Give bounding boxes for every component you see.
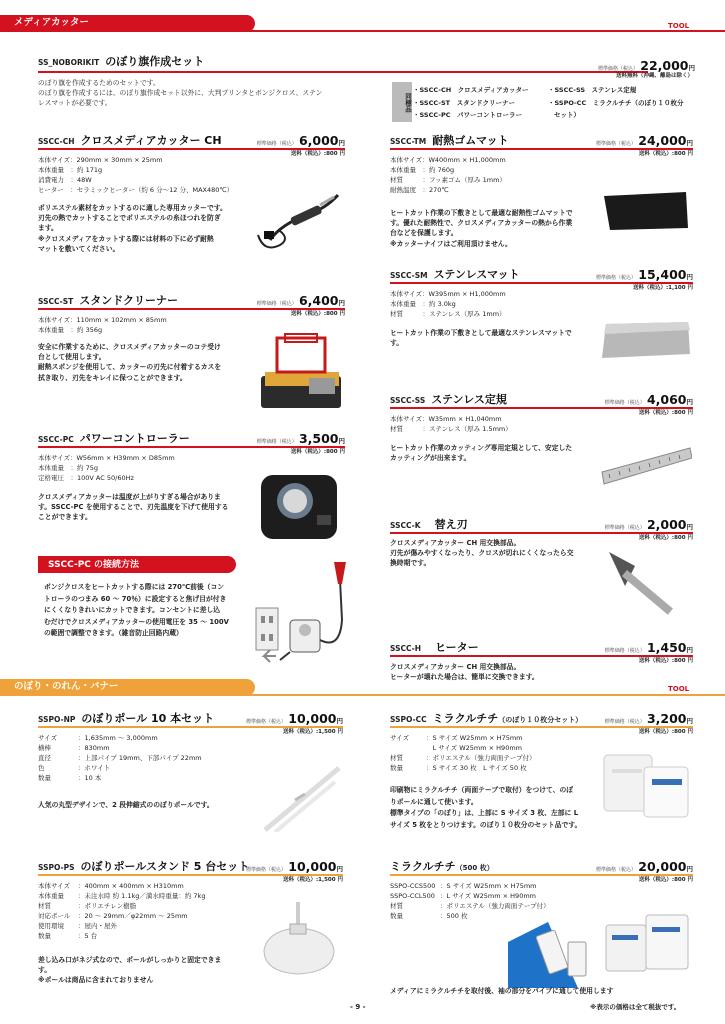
product-sscc-k-shipping: 送料（税込）:800 円 xyxy=(638,535,693,541)
product-sspo-np-underline xyxy=(38,726,343,728)
product-sspo-np-shipping: 送料（税込）:1,500 円 xyxy=(282,729,343,735)
usage-caption: メディアにミラクルチチを取付後、袖の部分をパイプに通して使用します xyxy=(390,987,614,995)
product-sscc-pc-underline xyxy=(38,446,345,448)
product-sspo-cc-title: SSPO-CC ミラクルチチ（のぼり１０枚分セット） xyxy=(390,712,583,725)
product-sscc-sm-title: SSCC-SM ステンレスマット xyxy=(390,268,520,281)
product-sscc-h-title: SSCC-H ヒーター xyxy=(390,641,479,654)
miracle-chichi-usage-image xyxy=(508,922,600,988)
pole-image xyxy=(255,760,345,832)
bundle-list-left: ・SSCC-CH クロスメディアカッター ・SSCC-ST スタンドクリーナー ・SSCC-PC パワーコントローラー xyxy=(413,86,529,119)
pole-stand-image xyxy=(258,900,340,980)
product-miracle-500-price: 標準価格（税込） 20,000円 xyxy=(596,859,693,874)
product-sscc-ch-price: 標準価格（税込） 6,000円 xyxy=(256,133,345,148)
product-sspo-ps-specs: 本体サイズ ：400mm × 400mm × H310mm 本体重量 ：未注水時 約 1.1kg／満水時重量：約 7kg 材質 ：ポリエチレン樹脂 対応ポール ：20 ～ 29mm／φ22mm ～ 25mm 使用環境 ：屋内・屋外 数量 ：5 台 xyxy=(38,882,206,940)
product-miracle-500-shipping: 送料（税込）:800 円 xyxy=(638,877,693,883)
product-sscc-tm-shipping: 送料（税込）:800 円 xyxy=(638,151,693,157)
product-sscc-h-desc: クロスメディアカッター CH 用交換部品。 ヒーターが壊れた場合は、簡単に交換できます。 xyxy=(390,663,539,682)
product-sspo-np-desc: 人気の丸型デザインで、2 段伸縮式ののぼりポールです。 xyxy=(38,801,214,809)
kit-desc: のぼり旗を作成するためのセットです。 のぼり旗を作成するには、のぼり旗作成セット以外に、大判プリンタとボンジクロス、ステン レスマットが必要です。 xyxy=(38,79,323,108)
product-sscc-ch-underline xyxy=(38,148,345,150)
connect-desc: ボンジクロスをヒートカットする際には 270℃前後（コン トローラのつまみ 60 ～ 70％）に設定すると焦げ目が付き にくくなりきれいにカットできます。コンセントに差し込 むだけでクロスメディアカッターの使用電圧を 35 ～ 100V の範囲で調整できます。（雑音防止回路内蔵） xyxy=(44,583,229,637)
product-sscc-pc-shipping: 送料（税込）:800 円 xyxy=(290,449,345,455)
product-sspo-cc-specs: サイズ ：S サイズ W25mm × H75mm L サイズ W25mm × H90mm 材質 ：ポリエステル（強力両面テープ付） 数量 ：S サイズ 30 枚 L サイズ 50 枚 xyxy=(390,734,536,772)
product-sscc-k-title: SSCC-K 替え刃 xyxy=(390,518,468,531)
product-sscc-sm-price: 標準価格（税込） 15,400円 xyxy=(596,267,693,282)
stand-cleaner-image xyxy=(257,332,345,412)
product-sscc-ss-price: 標準価格（税込） 4,060円 xyxy=(604,392,693,407)
product-sspo-cc-price: 標準価格（税込） 3,200円 xyxy=(604,711,693,726)
kit-underline xyxy=(38,71,648,73)
product-sscc-pc-desc: クロスメディアカッターは温度が上がりすぎる場合がありま す。SSCC-PC を使用することで、刃先温度を下げて使用する ことができます。 xyxy=(38,493,229,522)
product-sscc-pc-specs: 本体サイズ：W56mm × H39mm × D85mm 本体重量 ：約 75g 定格電圧 ：100V AC 50/60Hz xyxy=(38,454,175,482)
product-sscc-ss-shipping: 送料（税込）:800 円 xyxy=(638,410,693,416)
header-rule xyxy=(0,30,725,32)
section2-title: のぼり・のれん・バナー xyxy=(14,681,119,692)
kit-price: 標準価格（税込） 22,000円 xyxy=(598,58,695,73)
product-sscc-k-underline xyxy=(390,532,693,534)
product-sscc-st-price: 標準価格（税込） 6,400円 xyxy=(256,293,345,308)
product-sscc-st-desc: 安全に作業するために、クロスメディアカッターのコテ受け 台として使用します。 耐熱スポンジを使用して、カッターの刃先に付着するカスを 拭き取り、刃先をキレイに保つことができます。 xyxy=(38,343,222,382)
kit-title xyxy=(38,55,204,70)
product-sscc-sm-desc: ヒートカット作業の下敷きとして最適なステンレスマットで す。 xyxy=(390,329,572,348)
product-sscc-h-underline xyxy=(390,655,693,657)
tool-label: TOOL xyxy=(668,22,690,30)
cutter-image xyxy=(250,185,342,257)
miracle-chichi-500-image xyxy=(602,905,692,980)
section-title: メディアカッター xyxy=(14,17,90,28)
product-sspo-cc-underline xyxy=(390,726,693,728)
connection-diagram xyxy=(250,560,350,670)
product-sscc-sm-underline xyxy=(390,282,693,284)
product-sscc-pc-title: SSCC-PC パワーコントローラー xyxy=(38,432,190,445)
product-sspo-cc-shipping: 送料（税込）:800 円 xyxy=(638,729,693,735)
replacement-blade-image xyxy=(605,548,690,620)
product-miracle-500-title: ミラクルチチ（500 枚） xyxy=(390,860,494,873)
product-sscc-k-desc: クロスメディアカッター CH 用交換部品。 刃先が傷みやすくなったり、クロスが切れにくくなったら交 換時期です。 xyxy=(390,539,574,568)
power-controller-image xyxy=(255,465,345,545)
product-sspo-ps-desc: 差し込み口がネジ式なので、ポールがしっかりと固定できま す。 ※ポールは商品に含まれておりません xyxy=(38,956,222,985)
product-sspo-ps-shipping: 送料（税込）:1,500 円 xyxy=(282,877,343,883)
section2-rule xyxy=(0,694,725,696)
product-sscc-st-specs: 本体サイズ：110mm × 102mm × 85mm 本体重量 ：約 356g xyxy=(38,316,167,334)
product-sscc-ch-title: SSCC-CH クロスメディアカッター CH xyxy=(38,134,222,147)
stainless-ruler-image xyxy=(600,440,692,492)
product-sscc-tm-specs: 本体サイズ：W400mm × H1,000mm 本体重量 ：約 760g 材質 ：フッ素ゴム（厚み 1mm） 耐熱温度 ：270℃ xyxy=(390,156,506,194)
product-sscc-ch-shipping: 送料（税込）:800 円 xyxy=(290,151,345,157)
product-sscc-sm-specs: 本体サイズ：W395mm × H1,000mm 本体重量 ：約 3.0kg 材質 ：ステンレス（厚み 1mm） xyxy=(390,290,506,318)
product-sscc-h-price: 標準価格（税込） 1,450円 xyxy=(604,640,693,655)
tool-label-2: TOOL xyxy=(668,685,690,693)
tax-note: ※表示の価格は全て税抜です。 xyxy=(590,1003,681,1011)
product-sscc-ss-specs: 本体サイズ：W35mm × H1,040mm 材質 ：ステンレス（厚み 1.5mm） xyxy=(390,415,512,433)
product-sspo-ps-title: SSPO-PS のぼりポールスタンド 5 台セット xyxy=(38,860,250,873)
kit-code: SS_NOBORIKIT xyxy=(38,58,100,67)
product-sspo-np-price: 標準価格（税込） 10,000円 xyxy=(246,711,343,726)
product-miracle-500-underline xyxy=(390,874,693,876)
product-sscc-h-shipping: 送料（税込）:800 円 xyxy=(638,658,693,664)
product-sscc-st-underline xyxy=(38,308,345,310)
product-sscc-ss-desc: ヒートカット作業のカッティング専用定規として、安定した カッティングが出来ます。 xyxy=(390,444,573,463)
miracle-chichi-set-image xyxy=(600,745,692,823)
product-sscc-tm-price: 標準価格（税込） 24,000円 xyxy=(596,133,693,148)
product-sscc-sm-shipping: 送料（税込）:1,100 円 xyxy=(632,285,693,291)
product-sscc-k-price: 標準価格（税込） 2,000円 xyxy=(604,517,693,532)
product-sspo-np-title: SSPO-NP のぼりポール 10 本セット xyxy=(38,712,215,725)
product-sscc-ch-desc: ポリエステル素材をカットするのに適した専用カッターです。 刃先の熱でカットすることでポリエステルの糸ほつれを防ぎ ます。 ※クロスメディアをカットする際には材料の下に必ず耐熱 マットを敷いてください。 xyxy=(38,204,227,253)
page-number: - 9 - xyxy=(350,1003,366,1011)
product-sscc-pc-price: 標準価格（税込） 3,500円 xyxy=(256,431,345,446)
kit-shipping: 送料無料（沖縄、離島は除く） xyxy=(615,73,693,79)
product-sspo-ps-price: 標準価格（税込） 10,000円 xyxy=(246,859,343,874)
product-sscc-tm-desc: ヒートカット作業の下敷きとして最適な耐熱性ゴムマットで す。優れた耐熱性で、クロスメディアカッターの熱から作業 台などを保護します。 ※カッターナイフはご利用頂けません。 xyxy=(390,209,573,248)
product-sscc-tm-title: SSCC-TM 耐熱ゴムマット xyxy=(390,134,509,147)
bundle-label: 同梱品 xyxy=(392,82,412,122)
product-sscc-st-title: SSCC-ST スタンドクリーナー xyxy=(38,294,179,307)
product-sspo-cc-desc: 印刷物にミラクルチチ（両面テープで取付）をつけて、のぼ りポールに通して使います。 標準タイプの「のぼり」は、上部に S サイズ 3 枚、左部に L サイズ 5 枚をとりつけます。のぼり１０枚分のセット品です。 xyxy=(390,786,582,829)
bundle-list-right: ・SSCC-SS ステンレス定規 ・SSPO-CC ミラクルチチ（のぼり１０枚分 セット） xyxy=(548,86,684,119)
rubber-mat-image xyxy=(600,190,690,232)
product-sspo-ps-underline xyxy=(38,874,343,876)
product-sscc-st-shipping: 送料（税込）:800 円 xyxy=(290,311,345,317)
product-miracle-500-specs: SSPO-CCS500 ：S サイズ W25mm × H75mm SSPO-CCL500 ：L サイズ W25mm × H90mm 材質 ：ポリエステル（強力両面テープ付） 数量 ：500 枚 xyxy=(390,882,550,920)
product-sspo-np-specs: サイズ ：1,635mm ～ 3,000mm 横棒 ：830mm 直径 ：上部パイプ 19mm、下部パイプ 22mm 色 ：ホワイト 数量 ：10 本 xyxy=(38,734,202,782)
kit-name: のぼり旗作成セット xyxy=(105,55,205,68)
connect-title: SSCC-PC の接続方法 xyxy=(38,556,236,573)
product-sscc-ch-specs: 本体サイズ：290mm × 30mm × 25mm 本体重量 ：約 171g 消費電力 ：48W ヒーター ：セラミックヒーター（約 6 分～12 分、MAX480℃） xyxy=(38,156,234,194)
product-sscc-ss-underline xyxy=(390,407,693,409)
stainless-mat-image xyxy=(600,320,692,360)
product-sscc-ss-title: SSCC-SS ステンレス定規 xyxy=(390,393,507,406)
product-sscc-tm-underline xyxy=(390,148,693,150)
